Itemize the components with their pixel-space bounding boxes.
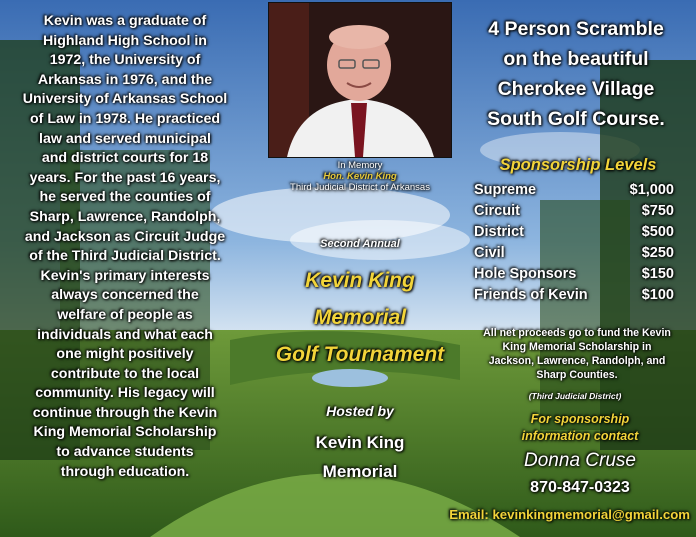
level-name: Civil [474,245,505,261]
event-title-line-2: Memorial [313,306,407,329]
memorial-district: Third Judicial District of Arkansas [290,182,430,193]
level-name: Circuit [474,203,520,219]
contact-label: For sponsorship information contact [521,412,639,443]
level-amount: $250 [641,245,674,261]
sponsorship-level [474,243,674,264]
proceeds-statement: All net proceeds go to fund the Kevin King Memorial Scholarship in Jackson, Lawrence, Randolph, and Sharp Counties. [483,327,671,381]
sponsorship-level [474,201,674,222]
sponsorship-level [474,222,674,243]
level-amount: $750 [641,203,674,219]
in-memory-caption [270,160,450,193]
host-name: Kevin King Memorial [315,433,405,481]
contact-name: Donna Cruse [524,450,636,471]
level-amount: $1,000 [629,182,674,198]
event-headline: 4 Person Scramble on the beautiful Cherokee Village South Golf Course. [487,18,665,130]
level-amount: $150 [641,266,674,282]
memorial-name: Hon. Kevin King [323,171,397,182]
district-note: (Third Judicial District) [528,391,622,401]
event-title-line-3: Golf Tournament [275,343,445,366]
sponsorship-level [474,264,674,285]
level-amount: $100 [641,287,674,303]
event-title-line-1: Kevin King [305,269,415,292]
hosted-by-label: Hosted by [326,403,394,419]
contact-phone: 870-847-0323 [530,479,630,496]
level-name: Hole Sponsors [474,266,577,282]
sponsorship-levels [474,180,674,306]
event-title [252,262,468,373]
sponsorship-title: Sponsorship Levels [499,156,657,174]
level-amount: $500 [641,224,674,240]
portrait-photo [268,2,452,158]
biography-text: Kevin was a graduate of Highland High School in 1972, the University of Arkansas in 1976, and the University of Arkansas School of Law in 1978. He practiced law and served municipal and district courts for 18 years. For the past 16 years, he served the counties of Sharp, Lawrence, Randolph, and Jackson as Circuit Judge of the Third Judicial District. Kevin's primary interests always concerned the welfare of people as individuals and what each one might positively contribute to the local community. His legacy will continue through the Kevin King Memorial Scholarship to advance students through education. [22,13,228,480]
level-name: Friends of Kevin [474,287,588,303]
event-edition: Second Annual [320,238,400,250]
level-name: Supreme [474,182,537,198]
contact-email[interactable]: Email: kevinkingmemorial@gmail.com [449,507,690,522]
in-memory-label: In Memory [337,160,383,171]
sponsorship-level [474,180,674,201]
sponsorship-level [474,285,674,306]
level-name: District [474,224,524,240]
